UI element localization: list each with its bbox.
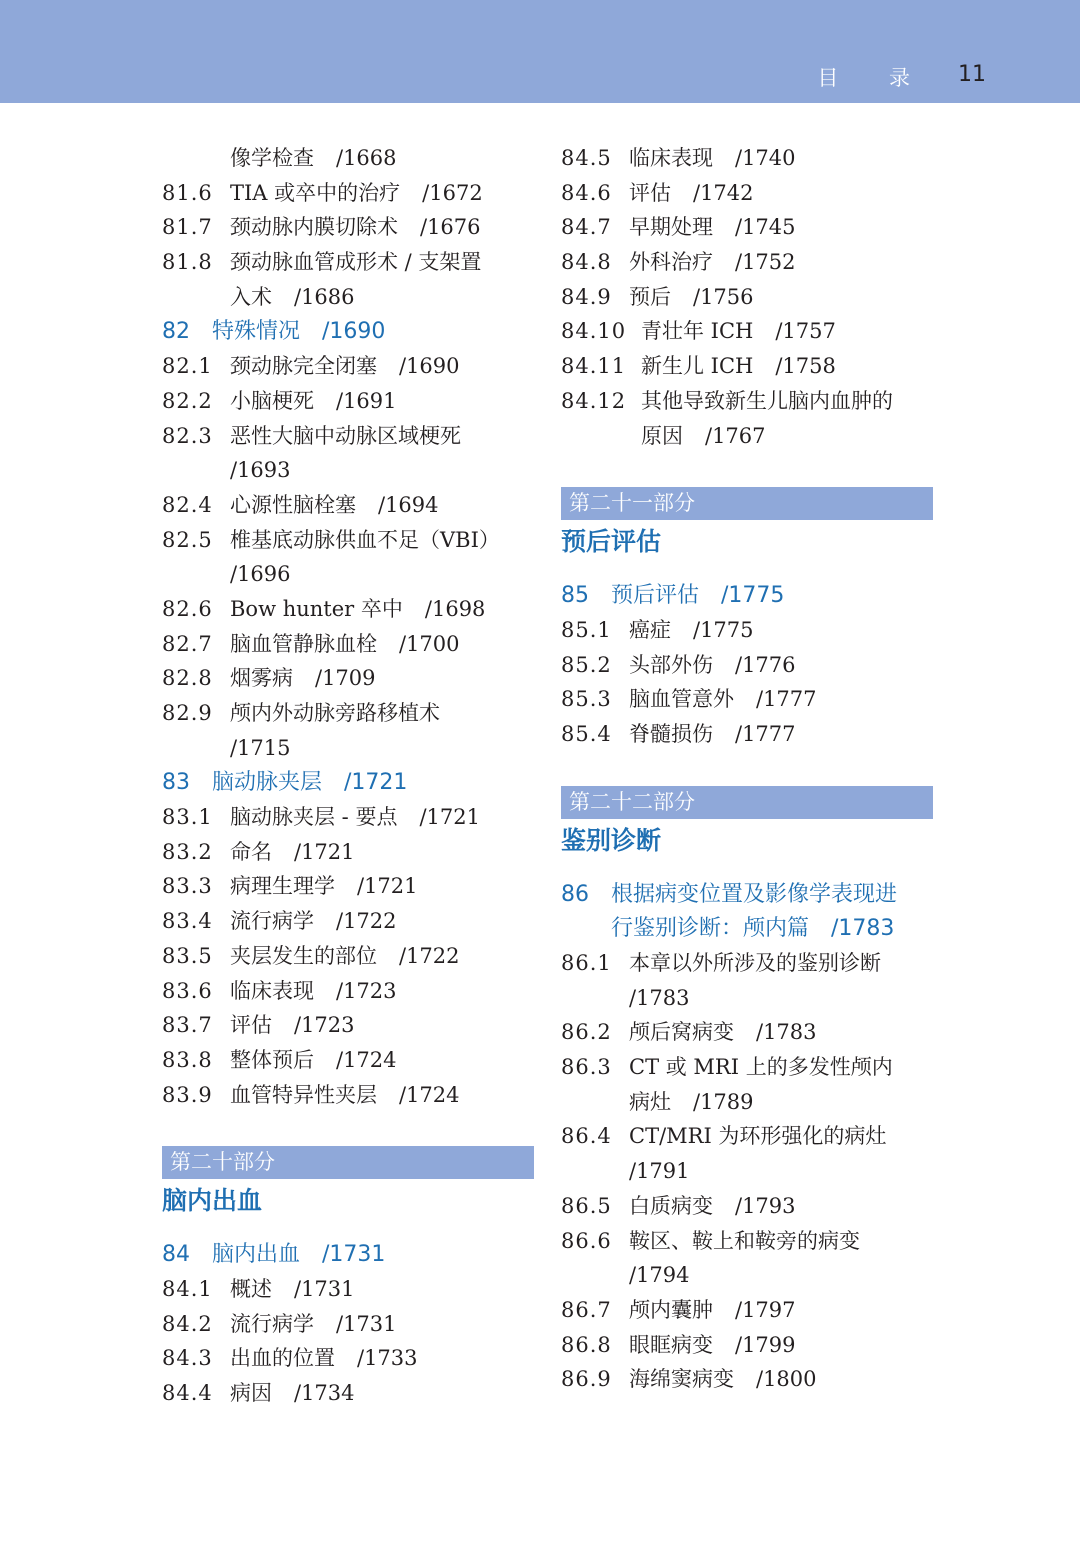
entry-page: /1700 bbox=[399, 631, 460, 656]
entry-title: 脑动脉夹层 - 要点 bbox=[230, 805, 398, 830]
toc-entry[interactable] bbox=[162, 1376, 534, 1411]
entry-title: 命名 bbox=[230, 839, 272, 864]
part-title: 脑内出血 bbox=[162, 1186, 263, 1216]
toc-entry[interactable] bbox=[561, 141, 933, 176]
chapter-heading[interactable] bbox=[162, 1237, 534, 1272]
toc-entry[interactable] bbox=[561, 176, 933, 211]
chapter-title: 行鉴别诊断：颅内篇 bbox=[611, 916, 810, 942]
entry-title: 颈动脉血管成形术 / 支架置 bbox=[230, 250, 482, 275]
entry-number: 82.5 bbox=[162, 527, 213, 552]
toc-entry[interactable] bbox=[561, 210, 933, 245]
entry-title: 原因 bbox=[641, 423, 683, 448]
toc-entry[interactable] bbox=[162, 1341, 534, 1376]
entry-page: /1734 bbox=[294, 1381, 355, 1405]
toc-entry-continuation[interactable] bbox=[561, 1085, 933, 1120]
header-title: 目 录 bbox=[817, 66, 932, 90]
entry-title: 鞍区、鞍上和鞍旁的病变 bbox=[629, 1228, 860, 1253]
entry-title: 概述 bbox=[230, 1276, 272, 1301]
entry-number: 81.8 bbox=[162, 250, 213, 275]
entry-number: 86.2 bbox=[561, 1020, 612, 1045]
entry-title: 癌症 bbox=[629, 617, 671, 642]
entry-page: /1733 bbox=[357, 1346, 418, 1371]
entry-number: 84.2 bbox=[162, 1311, 213, 1336]
entry-title: 病因 bbox=[230, 1381, 272, 1405]
entry-title: 新生儿 ICH bbox=[641, 354, 754, 379]
chapter-number: 84 bbox=[162, 1242, 190, 1268]
chapter-number: 83 bbox=[162, 770, 190, 796]
chapter-heading[interactable] bbox=[561, 877, 933, 912]
entry-title: 心源性脑栓塞 bbox=[230, 492, 356, 517]
entry-title: 头部外伤 bbox=[629, 652, 713, 677]
entry-page: /1715 bbox=[230, 735, 291, 760]
entry-page: /1776 bbox=[735, 652, 796, 677]
entry-number: 84.8 bbox=[561, 250, 612, 275]
entry-title: 出血的位置 bbox=[230, 1346, 335, 1371]
toc-entry[interactable] bbox=[162, 488, 534, 523]
entry-page: /1691 bbox=[336, 388, 397, 413]
chapter-heading[interactable] bbox=[162, 314, 534, 349]
entry-title: 脑血管静脉血栓 bbox=[230, 631, 377, 656]
page-header bbox=[0, 0, 1080, 103]
part-title: 预后评估 bbox=[561, 527, 662, 557]
entry-number: 83.1 bbox=[162, 805, 213, 830]
entry-page: /1783 bbox=[756, 1020, 817, 1045]
toc-entry-continuation[interactable] bbox=[561, 1154, 933, 1189]
entry-title: 流行病学 bbox=[230, 1311, 314, 1336]
entry-page: /1722 bbox=[336, 909, 397, 934]
chapter-number: 86 bbox=[561, 881, 589, 907]
entry-title: 颅后窝病变 bbox=[629, 1020, 734, 1045]
entry-page: /1723 bbox=[336, 978, 397, 1003]
entry-title: CT 或 MRI 上的多发性颅内 bbox=[629, 1055, 893, 1080]
entry-number: 84.11 bbox=[561, 354, 627, 379]
toc-column-right bbox=[561, 141, 933, 1397]
entry-number: 83.4 bbox=[162, 909, 213, 934]
entry-title: 像学检查 bbox=[230, 146, 314, 170]
entry-title: 烟雾病 bbox=[230, 666, 293, 691]
toc-entry[interactable] bbox=[162, 384, 534, 419]
chapter-number: 82 bbox=[162, 319, 190, 345]
toc-entry[interactable] bbox=[561, 384, 933, 419]
entry-number: 86.3 bbox=[561, 1055, 612, 1080]
entry-title: 椎基底动脉供血不足（VBI） bbox=[230, 527, 500, 552]
toc-entry[interactable] bbox=[561, 349, 933, 384]
entry-page: /1793 bbox=[735, 1193, 796, 1218]
entry-number: 86.1 bbox=[561, 951, 612, 975]
entry-number: 86.5 bbox=[561, 1193, 612, 1218]
chapter-page: /1690 bbox=[322, 319, 386, 345]
toc-entry[interactable] bbox=[162, 835, 534, 870]
entry-page: /1721 bbox=[357, 874, 418, 899]
chapter-heading[interactable] bbox=[162, 765, 534, 800]
toc-entry[interactable] bbox=[162, 1043, 534, 1078]
entry-page: /1709 bbox=[315, 666, 376, 691]
entry-page: /1668 bbox=[336, 146, 397, 170]
entry-page: /1721 bbox=[294, 839, 355, 864]
entry-number: 83.6 bbox=[162, 978, 213, 1003]
entry-title: 脑血管意外 bbox=[629, 687, 734, 712]
entry-title: 青壮年 ICH bbox=[641, 319, 754, 344]
entry-number: 84.4 bbox=[162, 1381, 213, 1405]
toc-entry[interactable] bbox=[162, 1078, 534, 1113]
entry-page: /1745 bbox=[735, 215, 796, 240]
toc-entry-continuation[interactable] bbox=[162, 731, 534, 766]
toc-entry[interactable] bbox=[561, 648, 933, 683]
entry-number: 82.9 bbox=[162, 701, 213, 725]
toc-entry[interactable] bbox=[162, 661, 534, 696]
toc-entry[interactable] bbox=[561, 245, 933, 280]
entry-page: /1794 bbox=[629, 1263, 690, 1288]
entry-number: 84.6 bbox=[561, 180, 612, 205]
entry-number: 84.3 bbox=[162, 1346, 213, 1371]
toc-entry[interactable] bbox=[162, 904, 534, 939]
toc-entry[interactable] bbox=[162, 176, 534, 211]
entry-number: 83.9 bbox=[162, 1082, 213, 1107]
toc-entry-continuation[interactable] bbox=[162, 557, 534, 592]
entry-page: /1723 bbox=[294, 1013, 355, 1038]
entry-page: /1775 bbox=[693, 617, 754, 642]
entry-number: 86.4 bbox=[561, 1124, 612, 1149]
part-label-bar: 第二十二部分 bbox=[561, 786, 933, 819]
part-label-bar: 第二十一部分 bbox=[561, 487, 933, 520]
chapter-title: 预后评估 bbox=[611, 583, 700, 609]
entry-title: 评估 bbox=[629, 180, 671, 205]
toc-entry-continuation[interactable] bbox=[162, 453, 534, 488]
entry-page: /1694 bbox=[378, 492, 439, 517]
entry-page: /1777 bbox=[756, 687, 817, 712]
entry-title: 病灶 bbox=[629, 1089, 671, 1114]
entry-page: /1783 bbox=[629, 985, 690, 1010]
entry-page: /1756 bbox=[693, 284, 754, 309]
chapter-page: /1775 bbox=[721, 583, 785, 609]
toc-entry-continuation[interactable] bbox=[561, 419, 933, 454]
toc-entry[interactable] bbox=[162, 869, 534, 904]
entry-title: 入术 bbox=[230, 284, 272, 309]
entry-number: 82.2 bbox=[162, 388, 213, 413]
entry-title: CT/MRI 为环形强化的病灶 bbox=[629, 1124, 887, 1149]
chapter-title: 脑动脉夹层 bbox=[212, 770, 323, 796]
entry-number: 81.7 bbox=[162, 215, 213, 240]
entry-number: 82.4 bbox=[162, 492, 213, 517]
entry-title: 评估 bbox=[230, 1013, 272, 1038]
entry-title: 颈动脉内膜切除术 bbox=[230, 215, 398, 240]
entry-number: 83.7 bbox=[162, 1013, 213, 1038]
entry-number: 83.5 bbox=[162, 943, 213, 968]
entry-page: /1722 bbox=[399, 943, 460, 968]
toc-entry[interactable] bbox=[561, 1293, 933, 1328]
toc-entry[interactable] bbox=[561, 682, 933, 717]
entry-page: /1777 bbox=[735, 721, 796, 746]
entry-page: /1789 bbox=[693, 1089, 754, 1114]
toc-entry[interactable] bbox=[162, 141, 534, 176]
toc-entry[interactable] bbox=[162, 627, 534, 662]
entry-number: 85.3 bbox=[561, 687, 612, 712]
entry-title: 小脑梗死 bbox=[230, 388, 314, 413]
entry-title: 临床表现 bbox=[230, 978, 314, 1003]
toc-entry[interactable] bbox=[162, 696, 534, 731]
entry-number: 84.9 bbox=[561, 284, 612, 309]
entry-page: /1740 bbox=[735, 146, 796, 170]
entry-title: 外科治疗 bbox=[629, 250, 713, 275]
entry-number: 83.2 bbox=[162, 839, 213, 864]
toc-entry[interactable] bbox=[561, 717, 933, 752]
toc-entry[interactable] bbox=[162, 1307, 534, 1342]
entry-page: /1696 bbox=[230, 562, 291, 587]
entry-page: /1724 bbox=[399, 1082, 460, 1107]
entry-number: 85.1 bbox=[561, 617, 612, 642]
entry-number: 86.8 bbox=[561, 1332, 612, 1357]
chapter-page: /1783 bbox=[831, 916, 895, 942]
entry-title: 预后 bbox=[629, 284, 671, 309]
entry-page: /1752 bbox=[735, 250, 796, 275]
toc-entry[interactable] bbox=[561, 1119, 933, 1154]
entry-number: 81.6 bbox=[162, 180, 213, 205]
entry-page: /1757 bbox=[775, 319, 836, 344]
entry-title: 恶性大脑中动脉区域梗死 bbox=[230, 423, 461, 448]
chapter-heading-continuation[interactable] bbox=[561, 911, 933, 946]
entry-title: 颈动脉完全闭塞 bbox=[230, 354, 377, 379]
entry-title: 夹层发生的部位 bbox=[230, 943, 377, 968]
entry-page: /1731 bbox=[294, 1276, 355, 1301]
toc-entry[interactable] bbox=[162, 245, 534, 280]
toc-entry[interactable] bbox=[162, 1008, 534, 1043]
page-number: 11 bbox=[958, 62, 986, 87]
toc-entry[interactable] bbox=[162, 210, 534, 245]
toc-entry[interactable] bbox=[162, 523, 534, 558]
entry-number: 82.7 bbox=[162, 631, 213, 656]
entry-page: /1791 bbox=[629, 1159, 690, 1184]
toc-entry[interactable] bbox=[162, 939, 534, 974]
entry-page: /1676 bbox=[420, 215, 481, 240]
toc-entry[interactable] bbox=[561, 946, 933, 981]
entry-page: /1799 bbox=[735, 1332, 796, 1357]
entry-number: 86.6 bbox=[561, 1228, 612, 1253]
entry-page: /1698 bbox=[424, 596, 486, 621]
entry-title: TIA 或卒中的治疗 bbox=[230, 180, 401, 205]
entry-title: 其他导致新生儿脑内血肿的 bbox=[641, 388, 893, 413]
toc-entry-continuation[interactable] bbox=[561, 981, 933, 1016]
toc-entry[interactable] bbox=[561, 1328, 933, 1363]
entry-title: Bow hunter 卒中 bbox=[230, 596, 403, 621]
chapter-heading[interactable] bbox=[561, 578, 933, 613]
entry-title: 颅内囊肿 bbox=[629, 1297, 713, 1322]
entry-title: 本章以外所涉及的鉴别诊断 bbox=[629, 951, 881, 975]
toc-entry[interactable] bbox=[162, 1272, 534, 1307]
entry-number: 83.8 bbox=[162, 1047, 213, 1072]
entry-title: 流行病学 bbox=[230, 909, 314, 934]
toc-entry[interactable] bbox=[561, 1224, 933, 1259]
entry-page: /1742 bbox=[693, 180, 754, 205]
toc-entry[interactable] bbox=[561, 280, 933, 315]
toc-entry[interactable] bbox=[561, 1189, 933, 1224]
toc-entry[interactable] bbox=[561, 1015, 933, 1050]
entry-page: /1731 bbox=[336, 1311, 397, 1336]
toc-entry[interactable] bbox=[162, 349, 534, 384]
entry-number: 82.1 bbox=[162, 354, 213, 379]
entry-page: /1758 bbox=[775, 354, 836, 379]
entry-page: /1800 bbox=[756, 1367, 817, 1392]
entry-title: 早期处理 bbox=[629, 215, 713, 240]
entry-page: /1693 bbox=[230, 458, 291, 483]
part-label-bar: 第二十部分 bbox=[162, 1146, 534, 1179]
entry-title: 海绵窦病变 bbox=[629, 1367, 734, 1392]
toc-entry[interactable] bbox=[162, 974, 534, 1009]
entry-number: 85.4 bbox=[561, 721, 612, 746]
entry-title: 病理生理学 bbox=[230, 874, 335, 899]
entry-page: /1797 bbox=[735, 1297, 796, 1322]
toc-column-left bbox=[162, 141, 534, 1411]
entry-number: 85.2 bbox=[561, 652, 612, 677]
toc-entry-continuation[interactable] bbox=[162, 280, 534, 315]
entry-page: /1767 bbox=[705, 423, 766, 448]
toc-entry[interactable] bbox=[561, 1050, 933, 1085]
chapter-title: 脑内出血 bbox=[212, 1242, 301, 1268]
entry-number: 82.6 bbox=[162, 596, 213, 621]
entry-number: 82.3 bbox=[162, 423, 213, 448]
entry-number: 84.5 bbox=[561, 146, 612, 170]
entry-title: 临床表现 bbox=[629, 146, 713, 170]
entry-number: 82.8 bbox=[162, 666, 213, 691]
part-title: 鉴别诊断 bbox=[561, 825, 662, 855]
entry-page: /1690 bbox=[399, 354, 460, 379]
toc-entry[interactable] bbox=[561, 613, 933, 648]
entry-page: /1721 bbox=[419, 805, 480, 830]
entry-title: 血管特异性夹层 bbox=[230, 1082, 377, 1107]
chapter-page: /1721 bbox=[344, 770, 408, 796]
toc-entry[interactable] bbox=[561, 314, 933, 349]
entry-title: 颅内外动脉旁路移植术 bbox=[230, 701, 440, 725]
chapter-page: /1731 bbox=[322, 1242, 386, 1268]
entry-number: 86.9 bbox=[561, 1367, 612, 1392]
toc-entry[interactable] bbox=[162, 800, 534, 835]
toc-entry[interactable] bbox=[561, 1362, 933, 1397]
entry-number: 84.1 bbox=[162, 1276, 213, 1301]
toc-entry[interactable] bbox=[162, 592, 534, 627]
entry-number: 84.12 bbox=[561, 388, 627, 413]
toc-entry-continuation[interactable] bbox=[561, 1258, 933, 1293]
entry-page: /1672 bbox=[422, 180, 483, 205]
chapter-number: 85 bbox=[561, 583, 589, 609]
entry-title: 脊髓损伤 bbox=[629, 721, 713, 746]
entry-title: 白质病变 bbox=[629, 1193, 713, 1218]
entry-page: /1686 bbox=[294, 284, 355, 309]
entry-number: 84.7 bbox=[561, 215, 612, 240]
chapter-title: 根据病变位置及影像学表现进 bbox=[611, 881, 898, 907]
entry-number: 83.3 bbox=[162, 874, 213, 899]
toc-entry[interactable] bbox=[162, 419, 534, 454]
entry-number: 86.7 bbox=[561, 1297, 612, 1322]
entry-page: /1724 bbox=[336, 1047, 397, 1072]
chapter-title: 特殊情况 bbox=[212, 319, 301, 345]
entry-title: 眼眶病变 bbox=[629, 1332, 713, 1357]
entry-title: 整体预后 bbox=[230, 1047, 314, 1072]
entry-number: 84.10 bbox=[561, 319, 627, 344]
